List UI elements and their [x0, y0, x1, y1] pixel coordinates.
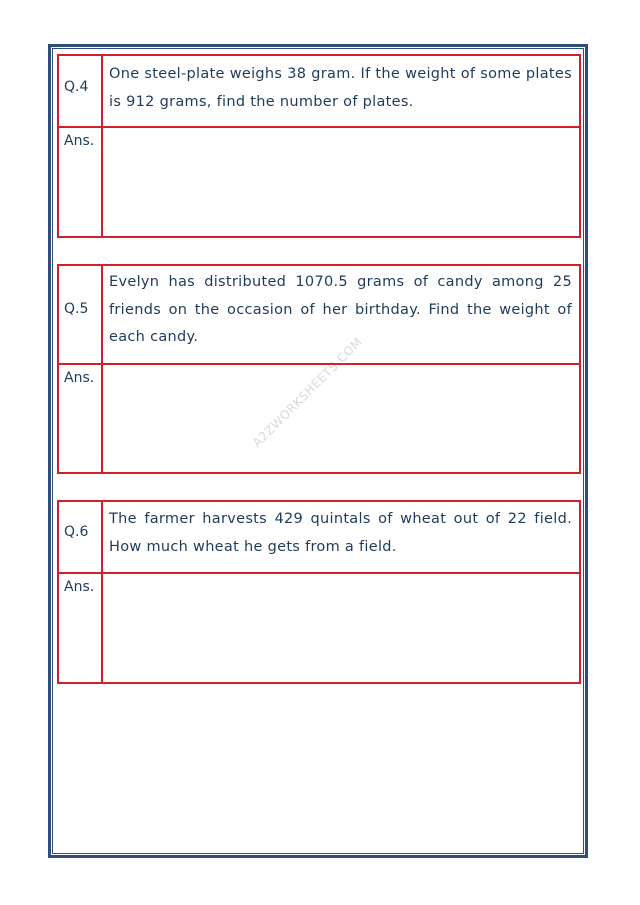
- question-number-cell: [59, 56, 103, 126]
- answer-label: Ans.: [64, 370, 95, 386]
- question-number: Q.5: [64, 301, 89, 317]
- question-number: Q.4: [64, 79, 89, 95]
- answer-space[interactable]: [109, 574, 572, 682]
- question-row: [59, 56, 579, 126]
- answer-space[interactable]: [109, 128, 572, 236]
- answer-row: [59, 572, 579, 682]
- question-row: [59, 502, 579, 572]
- answer-label: Ans.: [64, 133, 95, 149]
- answer-label: Ans.: [64, 579, 95, 595]
- question-number-cell: [59, 266, 103, 363]
- answer-label-cell: [59, 574, 103, 682]
- question-text: One steel-plate weighs 38 gram. If the weight of some plates is 912 grams, find the number of plates.: [109, 66, 572, 110]
- question-text: Evelyn has distributed 1070.5 grams of candy among 25 friends on the occasion of her birthday. Find the weight of each candy.: [109, 274, 572, 345]
- answer-space[interactable]: [109, 365, 572, 472]
- question-number: Q.6: [64, 524, 89, 540]
- question-block-5: [57, 264, 581, 474]
- question-block-4: [57, 54, 581, 238]
- question-number-cell: [59, 502, 103, 572]
- answer-row: [59, 363, 579, 472]
- watermark: A2ZWORKSHEETS.COM: [250, 334, 366, 450]
- answer-label-cell: [59, 365, 103, 472]
- answer-label-cell: [59, 128, 103, 236]
- question-block-6: [57, 500, 581, 684]
- answer-row: [59, 126, 579, 236]
- question-text: The farmer harvests 429 quintals of wheat out of 22 field. How much wheat he gets from a field.: [109, 511, 572, 555]
- question-row: [59, 266, 579, 363]
